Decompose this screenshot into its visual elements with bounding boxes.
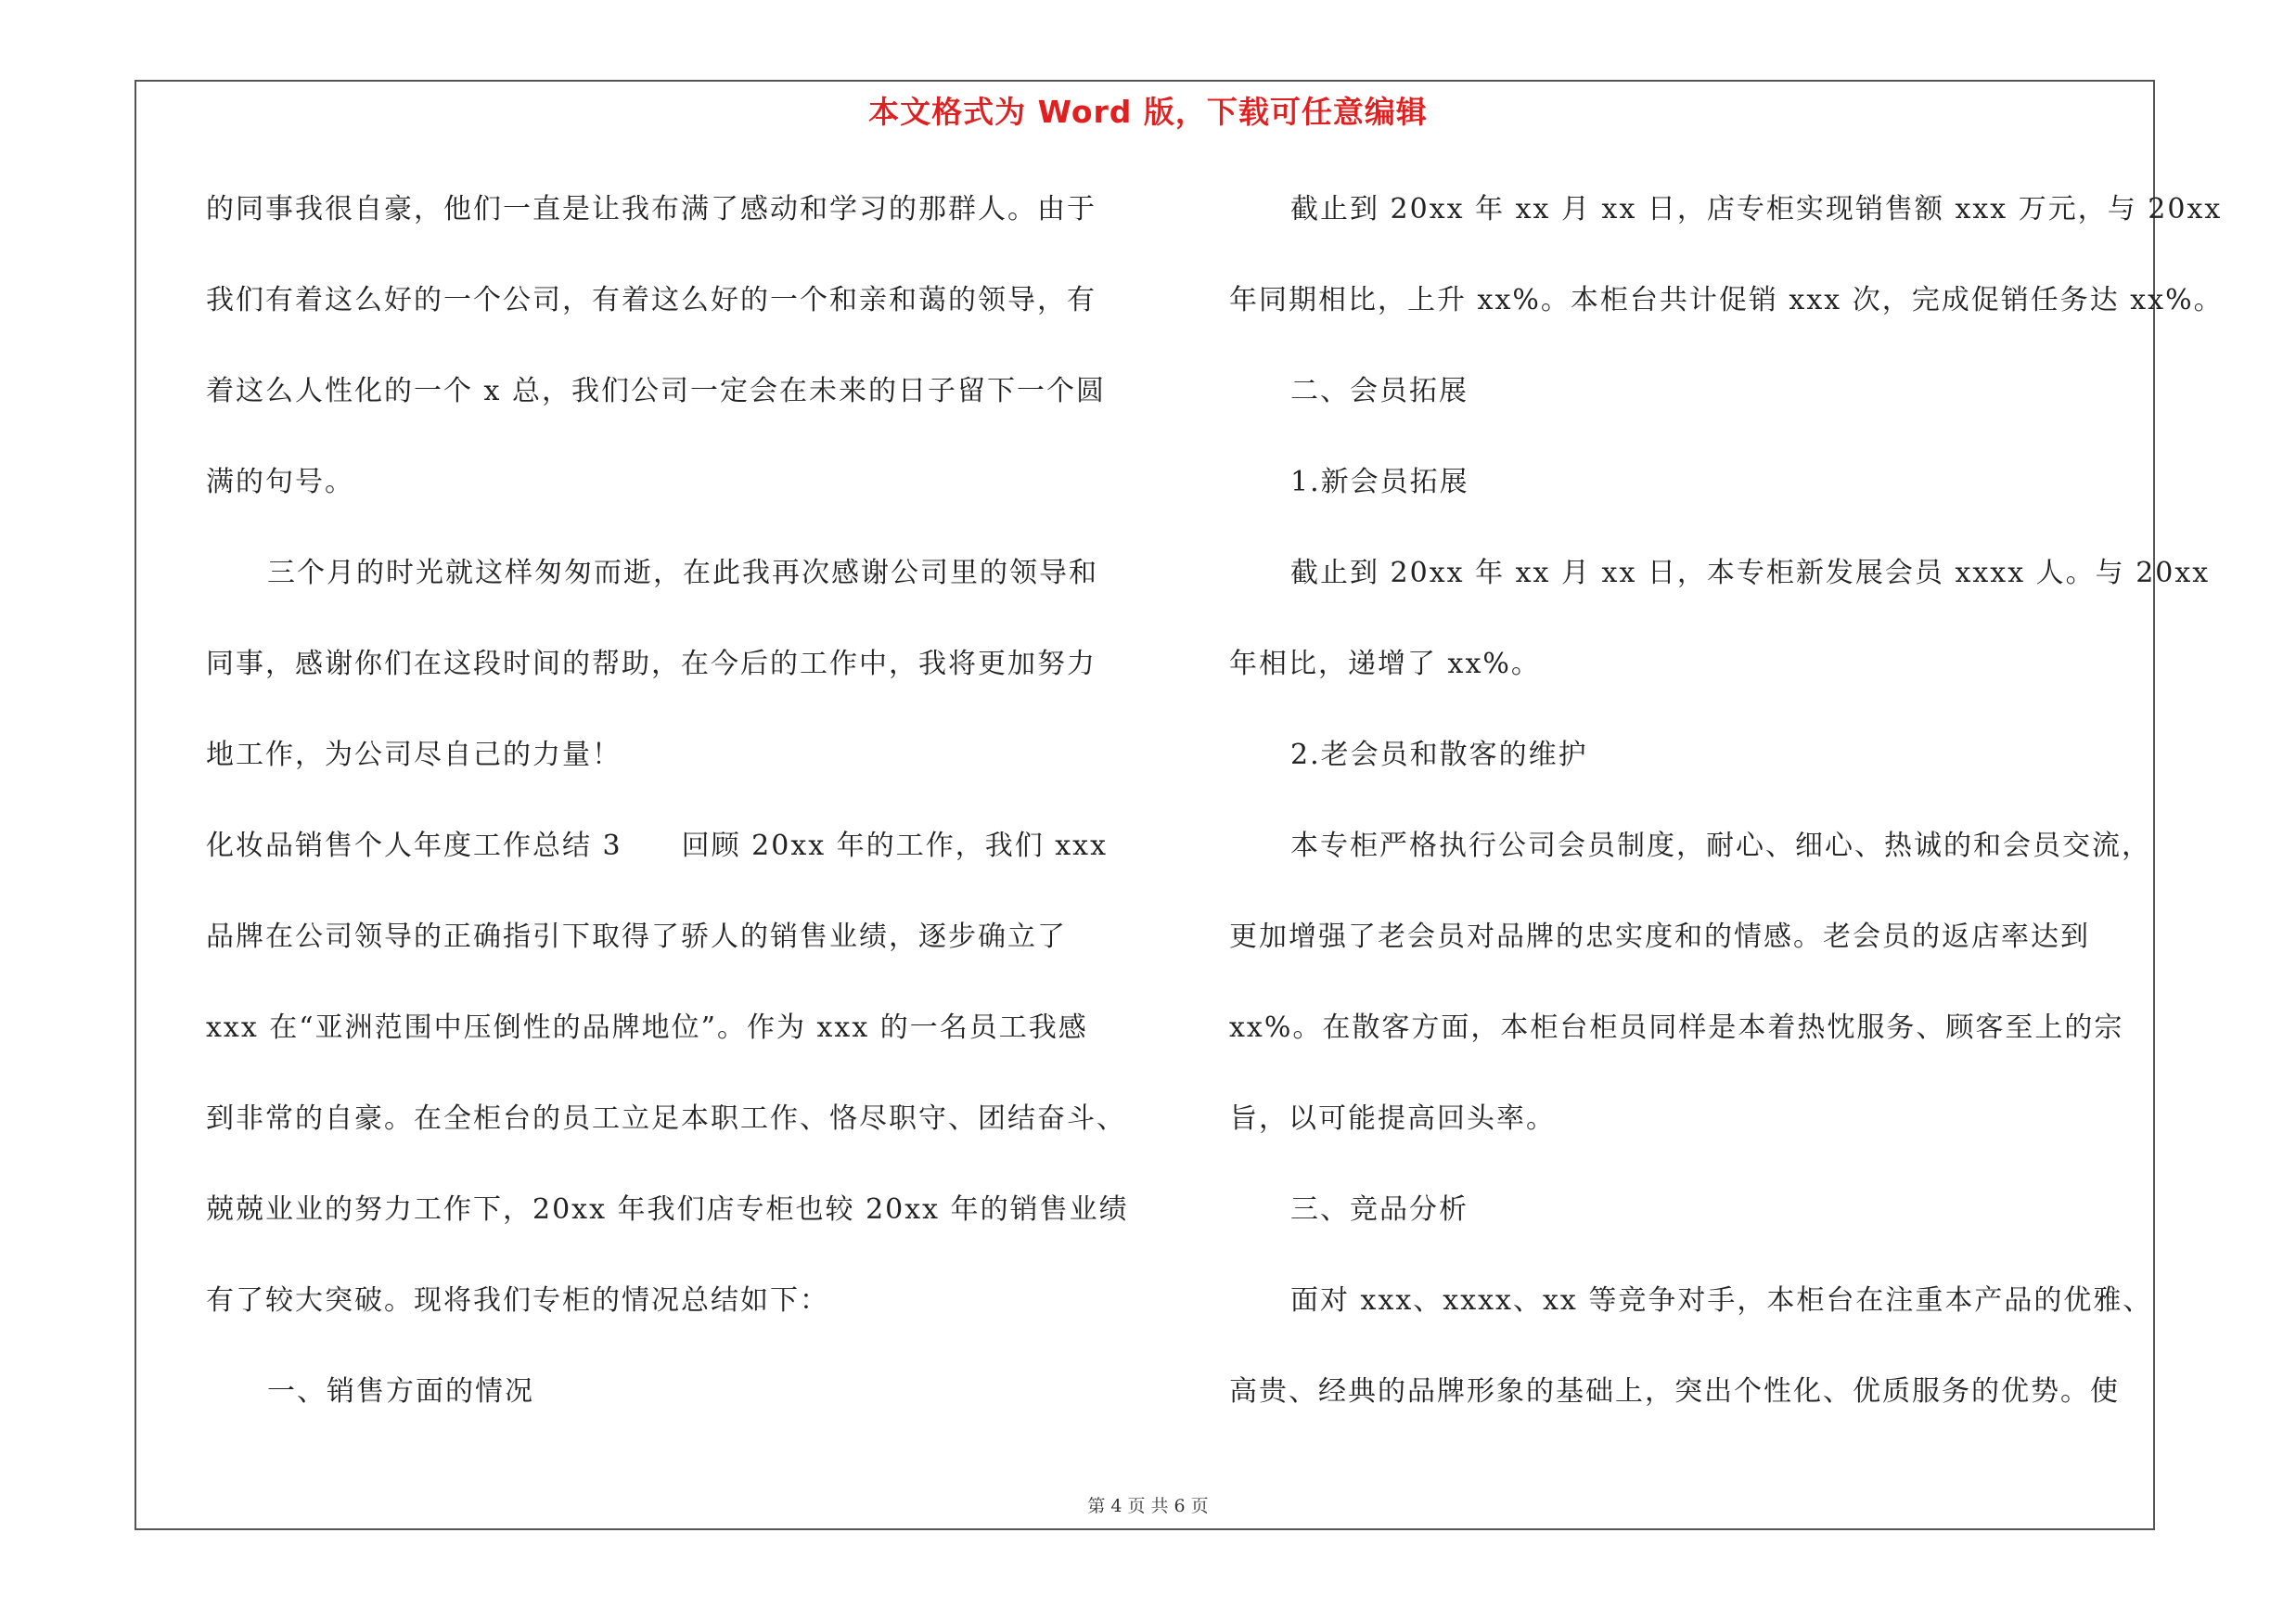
right-column: [1229, 182, 2224, 1455]
text-line: 面对 xxx、xxxx、xx 等竞争对手，本柜台在注重本产品的优雅、: [1290, 1284, 2153, 1317]
text-line: xx%。在散客方面，本柜台柜员同样是本着热忱服务、顾客至上的宗: [1229, 1011, 2124, 1044]
text-line: 年相比，递增了 xx%。: [1229, 648, 1541, 680]
page-number-footer: 第 4 页 共 6 页: [1087, 1496, 1209, 1516]
text-line: 地工作，为公司尽自己的力量！: [206, 739, 622, 771]
left-column: [206, 182, 1129, 1455]
text-line: xxx 在“亚洲范围中压倒性的品牌地位”。作为 xxx 的一名员工我感: [206, 1011, 1088, 1044]
text-line: 更加增强了老会员对品牌的忠实度和的情感。老会员的返店率达到: [1229, 921, 2090, 953]
text-line: 同事，感谢你们在这段时间的帮助，在今后的工作中，我将更加努力: [206, 648, 1097, 680]
text-line: 的同事我很自豪，他们一直是让我布满了感动和学习的那群人。由于: [206, 193, 1097, 225]
text-line: 化妆品销售个人年度工作总结 3 回顾 20xx 年的工作，我们 xxx: [206, 830, 1108, 862]
text-line: 高贵、经典的品牌形象的基础上，突出个性化、优质服务的优势。使: [1229, 1375, 2120, 1408]
text-line: 截止到 20xx 年 xx 月 xx 日，本专柜新发展会员 xxxx 人。与 20xx: [1290, 557, 2211, 589]
text-line: 着这么人性化的一个 x 总，我们公司一定会在未来的日子留下一个圆: [206, 375, 1106, 407]
text-line: 三、竞品分析: [1290, 1193, 1469, 1226]
text-line: 二、会员拓展: [1290, 375, 1469, 407]
text-line: 品牌在公司领导的正确指引下取得了骄人的销售业绩，逐步确立了: [206, 921, 1067, 953]
text-line: 兢兢业业的努力工作下，20xx 年我们店专柜也较 20xx 年的销售业绩: [206, 1193, 1129, 1226]
text-line: 三个月的时光就这样匆匆而逝，在此我再次感谢公司里的领导和: [267, 557, 1098, 589]
text-line: 旨，以可能提高回头率。: [1229, 1102, 1556, 1135]
text-line: 有了较大突破。现将我们专柜的情况总结如下：: [206, 1284, 829, 1317]
text-line: 到非常的自豪。在全柜台的员工立足本职工作、恪尽职守、团结奋斗、: [206, 1102, 1126, 1135]
text-line: 一、销售方面的情况: [267, 1375, 534, 1408]
text-line: 本专柜严格执行公司会员制度，耐心、细心、热诚的和会员交流，: [1290, 830, 2151, 862]
text-line: 截止到 20xx 年 xx 月 xx 日，店专柜实现销售额 xxx 万元，与 20xx: [1290, 193, 2223, 225]
text-line: 1.新会员拓展: [1290, 466, 1469, 498]
text-line: 2.老会员和散客的维护: [1290, 739, 1588, 771]
text-line: 我们有着这么好的一个公司，有着这么好的一个和亲和蔼的领导，有: [206, 284, 1097, 316]
text-line: 满的句号。: [206, 466, 354, 498]
word-format-banner: 本文格式为 Word 版，下载可任意编辑: [868, 94, 1428, 130]
text-line: 年同期相比，上升 xx%。本柜台共计促销 xxx 次，完成促销任务达 xx%。: [1229, 284, 2224, 316]
